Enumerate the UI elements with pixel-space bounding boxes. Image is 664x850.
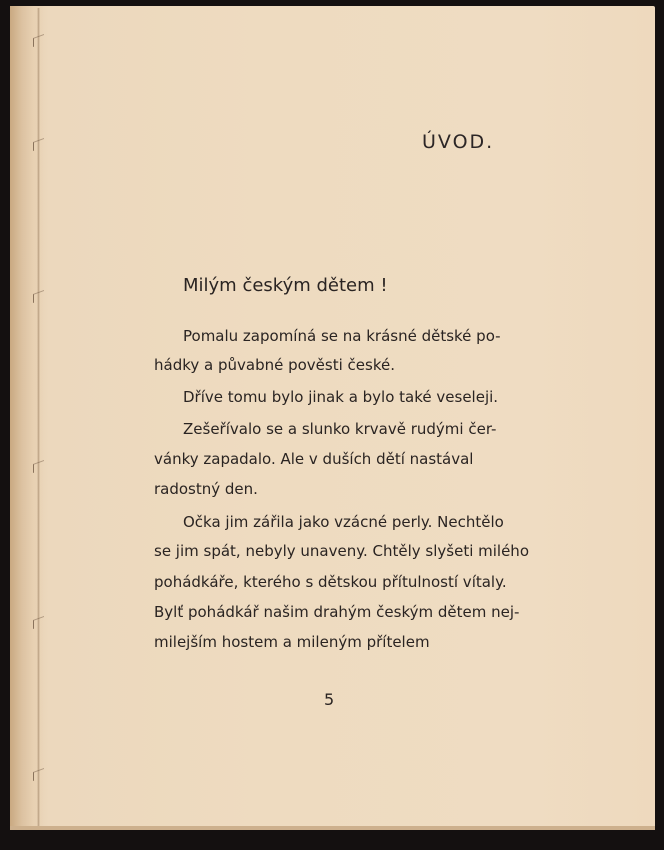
- chapter-heading: ÚVOD.: [422, 131, 495, 153]
- page-number: 5: [324, 690, 335, 709]
- text-line: Očka jim zářila jako vzácné perly. Nechtělo: [183, 513, 504, 531]
- text-line: se jim spát, nebyly unaveny. Chtěly slyšeti milého: [154, 542, 529, 560]
- text-line: hádky a půvabné pověsti české.: [154, 356, 395, 374]
- binding-fold: [37, 8, 40, 828]
- text-line: milejším hostem a mileným přítelem: [154, 633, 430, 651]
- text-line: Pomalu zapomíná se na krásné dětské po-: [183, 327, 501, 345]
- text-line: Bylť pohádkář našim drahým českým dětem nej-: [154, 603, 520, 621]
- text-line: Zešeřívalo se a slunko krvavě rudými čer-: [183, 420, 497, 438]
- text-line: Dříve tomu bylo jinak a bylo také veseleji.: [183, 388, 499, 406]
- text-line: radostný den.: [154, 480, 258, 498]
- text-line: vánky zapadalo. Ale v duších dětí nastával: [154, 450, 474, 468]
- page-bottom-edge: [10, 826, 655, 830]
- text-line: pohádkáře, kterého s dětskou přítulností vítaly.: [154, 573, 507, 591]
- salutation: Milým českým dětem !: [183, 275, 388, 296]
